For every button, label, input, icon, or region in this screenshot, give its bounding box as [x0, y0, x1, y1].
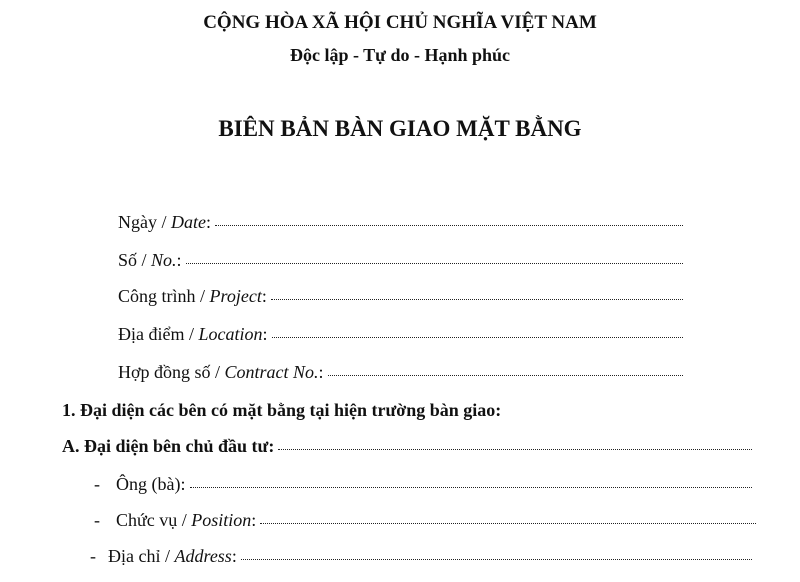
field-contract-no-blank[interactable] — [328, 374, 683, 376]
field-position[interactable]: - Chức vụ / Position: — [94, 510, 756, 536]
field-position-label: Chức vụ / Position: — [116, 510, 257, 530]
field-location-blank[interactable] — [272, 336, 683, 338]
field-location[interactable] — [118, 324, 683, 350]
field-position-blank[interactable] — [260, 522, 756, 524]
field-representative-name-label: Ông (bà): — [116, 474, 186, 494]
field-date-label: Ngày / Date: — [118, 212, 212, 232]
field-number-blank[interactable] — [186, 262, 683, 264]
field-contract-no-label: Hợp đồng số / Contract No.: — [118, 362, 324, 382]
field-date[interactable] — [118, 212, 683, 238]
field-address-label: Địa chỉ / Address: — [108, 546, 237, 566]
field-contract-no[interactable] — [118, 362, 683, 388]
field-date-blank[interactable] — [215, 224, 683, 226]
field-address[interactable]: - Địa chỉ / Address: — [90, 546, 752, 572]
section-1-heading: 1. Đại diện các bên có mặt bằng tại hiện trường bàn giao: — [62, 400, 502, 420]
field-project[interactable] — [118, 286, 683, 312]
national-title: CỘNG HÒA XÃ HỘI CHỦ NGHĨA VIỆT NAM — [203, 12, 597, 33]
field-project-label: Công trình / Project: — [118, 286, 267, 306]
field-project-blank[interactable] — [271, 298, 683, 300]
section-a-heading[interactable]: A. Đại diện bên chủ đầu tư: — [62, 436, 752, 462]
field-location-label: Địa điểm / Location: — [118, 324, 268, 344]
field-number[interactable] — [118, 250, 683, 276]
field-address-blank[interactable] — [241, 558, 752, 560]
field-representative-name-blank[interactable] — [190, 486, 753, 488]
field-representative-name[interactable]: - Ông (bà): — [94, 474, 752, 500]
national-motto: Độc lập - Tự do - Hạnh phúc — [289, 45, 511, 65]
section-a-blank[interactable] — [278, 448, 752, 450]
document-title: BIÊN BẢN BÀN GIAO MẶT BẰNG — [218, 116, 582, 141]
field-number-label: Số / No.: — [118, 250, 182, 270]
